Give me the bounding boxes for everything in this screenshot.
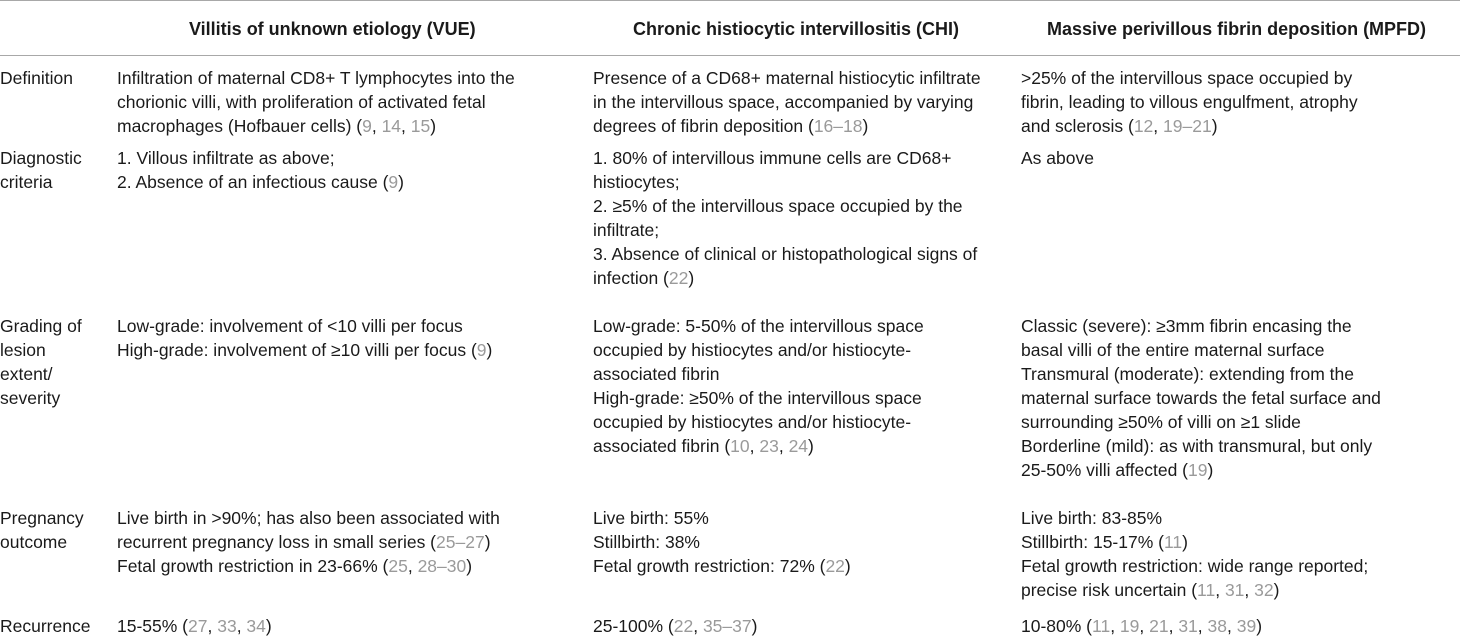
cell-text: 15-55% ( (117, 616, 189, 636)
cell-text: associated fibrin (593, 364, 720, 384)
cell-text: High-grade: involvement of ≥10 villi per focus ( (117, 340, 477, 360)
cell-text: fibrin, leading to villous engulfment, atrophy (1021, 92, 1358, 112)
cell-definition-chi (593, 66, 981, 138)
cell-text-line (1021, 90, 1358, 114)
reference-citation: 19 (1119, 616, 1140, 636)
cell-text-line (593, 506, 851, 530)
cell-text: 25-100% ( (593, 616, 674, 636)
cell-text-line (1021, 386, 1381, 410)
cell-text: ) (430, 116, 437, 136)
cell-text: Classic (severe): ≥3mm fibrin encasing the (1021, 316, 1352, 336)
reference-citation: 31 (1224, 580, 1245, 600)
reference-citation: 28–30 (417, 556, 467, 576)
cell-outcome-vue (117, 506, 500, 578)
cell-text: , (749, 436, 760, 456)
reference-citation: 9 (476, 340, 487, 360)
reference-citation: 21 (1149, 616, 1169, 636)
cell-text: ) (398, 172, 404, 192)
cell-diagnostic-vue (117, 146, 404, 194)
cell-text-line (117, 506, 500, 530)
cell-text: Live birth in >90%; has also been associated with (117, 508, 500, 528)
reference-citation: 14 (381, 116, 402, 136)
cell-text: Stillbirth: 15-17% ( (1021, 532, 1164, 552)
row-label-line: Recurrence (0, 616, 91, 636)
cell-text: , (1215, 580, 1225, 600)
cell-text: , (1139, 616, 1150, 636)
reference-citation: 22 (673, 616, 694, 636)
row-label-line: Definition (0, 68, 73, 88)
row-label-line: criteria (0, 172, 53, 192)
cell-text: chorionic villi, with proliferation of activated fetal (117, 92, 486, 112)
cell-text: histiocytes; (593, 172, 680, 192)
cell-outcome-mpfd (1021, 506, 1368, 602)
cell-text-line (593, 614, 757, 638)
cell-text: in the intervillous space, accompanied by varying (593, 92, 974, 112)
cell-text-line (593, 554, 851, 578)
cell-text-line (593, 434, 924, 458)
reference-citation: 25–27 (436, 532, 485, 552)
row-label-line: Pregnancy (0, 508, 84, 528)
reference-citation: 39 (1236, 616, 1257, 636)
cell-text: , (778, 436, 789, 456)
reference-citation: 35–37 (702, 616, 752, 636)
cell-text-line (117, 314, 492, 338)
cell-text: occupied by histiocytes and/or histiocyte- (593, 340, 912, 360)
cell-text: , (407, 556, 418, 576)
cell-text-line (593, 314, 924, 338)
row-label-line: outcome (0, 532, 68, 552)
cell-text: Borderline (mild): as with transmural, but only (1021, 436, 1373, 456)
cell-text: ) (466, 556, 473, 576)
reference-citation: 34 (246, 616, 266, 636)
cell-text-line (117, 530, 500, 554)
cell-text: maternal surface towards the fetal surface and (1021, 388, 1381, 408)
cell-text: 1. Villous infiltrate as above; (117, 148, 335, 168)
cell-text: basal villi of the entire maternal surface (1021, 340, 1325, 360)
row-label-line: extent/ (0, 364, 53, 384)
cell-text: , (207, 616, 218, 636)
cell-text: ) (1207, 460, 1214, 480)
cell-text: ) (1211, 116, 1218, 136)
cell-text: ) (862, 116, 869, 136)
cell-grading-vue (117, 314, 492, 362)
cell-text-line (1021, 530, 1368, 554)
header-chi: Chronic histiocytic intervillositis (CHI) (633, 19, 960, 39)
cell-text-line (593, 218, 977, 242)
cell-text-line (117, 90, 515, 114)
cell-text: surrounding ≥50% of villi on ≥1 slide (1021, 412, 1301, 432)
cell-text: High-grade: ≥50% of the intervillous space (593, 388, 922, 408)
reference-citation: 23 (759, 436, 779, 456)
cell-text-line (593, 410, 924, 434)
cell-text: , (1244, 580, 1255, 600)
cell-text: Fetal growth restriction in 23-66% ( (117, 556, 389, 576)
cell-text: ) (808, 436, 814, 456)
cell-text: ) (1256, 616, 1263, 636)
cell-text: macrophages (Hofbauer cells) ( (117, 116, 363, 136)
cell-text-line (117, 114, 515, 138)
reference-citation: 16–18 (813, 116, 863, 136)
cell-text: 3. Absence of clinical or histopathological signs of (593, 244, 978, 264)
cell-grading-mpfd (1021, 314, 1381, 482)
cell-text-line (117, 338, 492, 362)
cell-text-line (1021, 554, 1368, 578)
cell-text-line (117, 614, 272, 638)
row-label-line: lesion (0, 340, 46, 360)
cell-text-line (593, 386, 924, 410)
cell-text: Low-grade: involvement of <10 villi per focus (117, 316, 463, 336)
cell-text: 10-80% ( (1021, 616, 1093, 636)
cell-text: ) (844, 556, 851, 576)
cell-text: ) (1182, 532, 1188, 552)
reference-citation: 22 (668, 268, 689, 288)
cell-diagnostic-chi (593, 146, 977, 290)
cell-text-line (1021, 314, 1381, 338)
cell-text-line (593, 90, 981, 114)
header-vue: Villitis of unknown etiology (VUE) (189, 19, 476, 39)
cell-outcome-chi (593, 506, 851, 578)
cell-text: , (236, 616, 247, 636)
cell-text-line (593, 146, 977, 170)
reference-citation: 12 (1133, 116, 1154, 136)
cell-text-line (1021, 66, 1358, 90)
reference-citation: 33 (217, 616, 237, 636)
cell-text: Live birth: 55% (593, 508, 709, 528)
cell-text: Infiltration of maternal CD8+ T lymphocytes into the (117, 68, 515, 88)
cell-text-line (1021, 578, 1368, 602)
cell-text-line (593, 362, 924, 386)
cell-text-line (117, 554, 500, 578)
cell-text: Transmural (moderate): extending from the (1021, 364, 1354, 384)
cell-text-line (593, 266, 977, 290)
cell-text: Presence of a CD68+ maternal histiocytic infiltrate (593, 68, 981, 88)
cell-text-line (1021, 410, 1381, 434)
cell-text-line (593, 66, 981, 90)
reference-citation: 31 (1178, 616, 1198, 636)
row-label-line: Diagnostic (0, 148, 82, 168)
cell-text-line (1021, 114, 1358, 138)
reference-citation: 10 (730, 436, 750, 456)
cell-text-line (1021, 458, 1381, 482)
cell-text: , (1153, 116, 1164, 136)
cell-grading-chi (593, 314, 924, 458)
cell-text: , (371, 116, 382, 136)
cell-text: ) (484, 532, 491, 552)
cell-text: associated fibrin ( (593, 436, 731, 456)
cell-text-line (1021, 146, 1094, 170)
reference-citation: 27 (188, 616, 208, 636)
cell-text: infection ( (593, 268, 669, 288)
cell-text: Live birth: 83-85% (1021, 508, 1163, 528)
row-label-definition (0, 66, 110, 90)
cell-text: ) (751, 616, 758, 636)
cell-text: Stillbirth: 38% (593, 532, 700, 552)
row-label-outcome (0, 506, 110, 554)
cell-recurrence-vue (117, 614, 272, 638)
cell-text: , (1227, 616, 1237, 636)
cell-text-line (593, 170, 977, 194)
row-label-line: severity (0, 388, 61, 408)
cell-text-line (1021, 362, 1381, 386)
cell-text: ) (486, 340, 493, 360)
row-label-line: Grading of (0, 316, 82, 336)
cell-text-line (593, 338, 924, 362)
cell-text-line (1021, 434, 1381, 458)
cell-recurrence-mpfd (1021, 614, 1262, 638)
cell-text: recurrent pregnancy loss in small series ( (117, 532, 437, 552)
cell-definition-mpfd (1021, 66, 1358, 138)
reference-citation: 38 (1207, 616, 1227, 636)
cell-text: ) (688, 268, 695, 288)
cell-text-line (117, 66, 515, 90)
cell-text: , (693, 616, 703, 636)
cell-text-line (1021, 338, 1381, 362)
cell-text: 25-50% villi affected ( (1021, 460, 1188, 480)
cell-text-line (593, 530, 851, 554)
cell-recurrence-chi (593, 614, 757, 638)
cell-text-line (593, 114, 981, 138)
cell-text: , (1168, 616, 1179, 636)
table-header-row (0, 0, 1460, 56)
cell-definition-vue (117, 66, 515, 138)
cell-text: As above (1021, 148, 1094, 168)
reference-citation: 9 (362, 116, 372, 136)
cell-text-line (593, 242, 977, 266)
reference-citation: 15 (410, 116, 431, 136)
cell-text: , (1197, 616, 1208, 636)
cell-text: Fetal growth restriction: wide range reported; (1021, 556, 1369, 576)
cell-text-line (117, 146, 404, 170)
cell-text: >25% of the intervillous space occupied by (1021, 68, 1353, 88)
cell-text: 2. Absence of an infectious cause ( (117, 172, 389, 192)
reference-citation: 11 (1163, 532, 1183, 552)
reference-citation: 19 (1188, 460, 1208, 480)
cell-text: infiltrate; (593, 220, 660, 240)
cell-text: ) (265, 616, 272, 636)
cell-text: ) (1273, 580, 1280, 600)
cell-text: Low-grade: 5-50% of the intervillous space (593, 316, 924, 336)
reference-citation: 22 (825, 556, 845, 576)
reference-citation: 25 (388, 556, 408, 576)
cell-text: degrees of fibrin deposition ( (593, 116, 814, 136)
cell-text: occupied by histiocytes and/or histiocyte- (593, 412, 912, 432)
cell-text: , (1110, 616, 1120, 636)
cell-text: 2. ≥5% of the intervillous space occupied by the (593, 196, 963, 216)
cell-text-line (117, 170, 404, 194)
reference-citation: 11 (1092, 616, 1111, 636)
header-mpfd: Massive perivillous fibrin deposition (MPFD) (1047, 19, 1427, 39)
cell-text-line (1021, 614, 1262, 638)
cell-text: precise risk uncertain ( (1021, 580, 1198, 600)
row-label-diagnostic (0, 146, 110, 194)
cell-text: , (401, 116, 411, 136)
reference-citation: 19–21 (1163, 116, 1212, 136)
reference-citation: 9 (388, 172, 399, 192)
cell-diagnostic-mpfd (1021, 146, 1094, 170)
cell-text: and sclerosis ( (1021, 116, 1134, 136)
cell-text-line (1021, 506, 1368, 530)
row-label-recurrence (0, 614, 110, 638)
reference-citation: 24 (788, 436, 809, 456)
reference-citation: 11 (1197, 580, 1216, 600)
cell-text: 1. 80% of intervillous immune cells are CD68+ (593, 148, 952, 168)
row-label-grading (0, 314, 110, 410)
cell-text-line (593, 194, 977, 218)
cell-text: Fetal growth restriction: 72% ( (593, 556, 826, 576)
reference-citation: 32 (1254, 580, 1274, 600)
